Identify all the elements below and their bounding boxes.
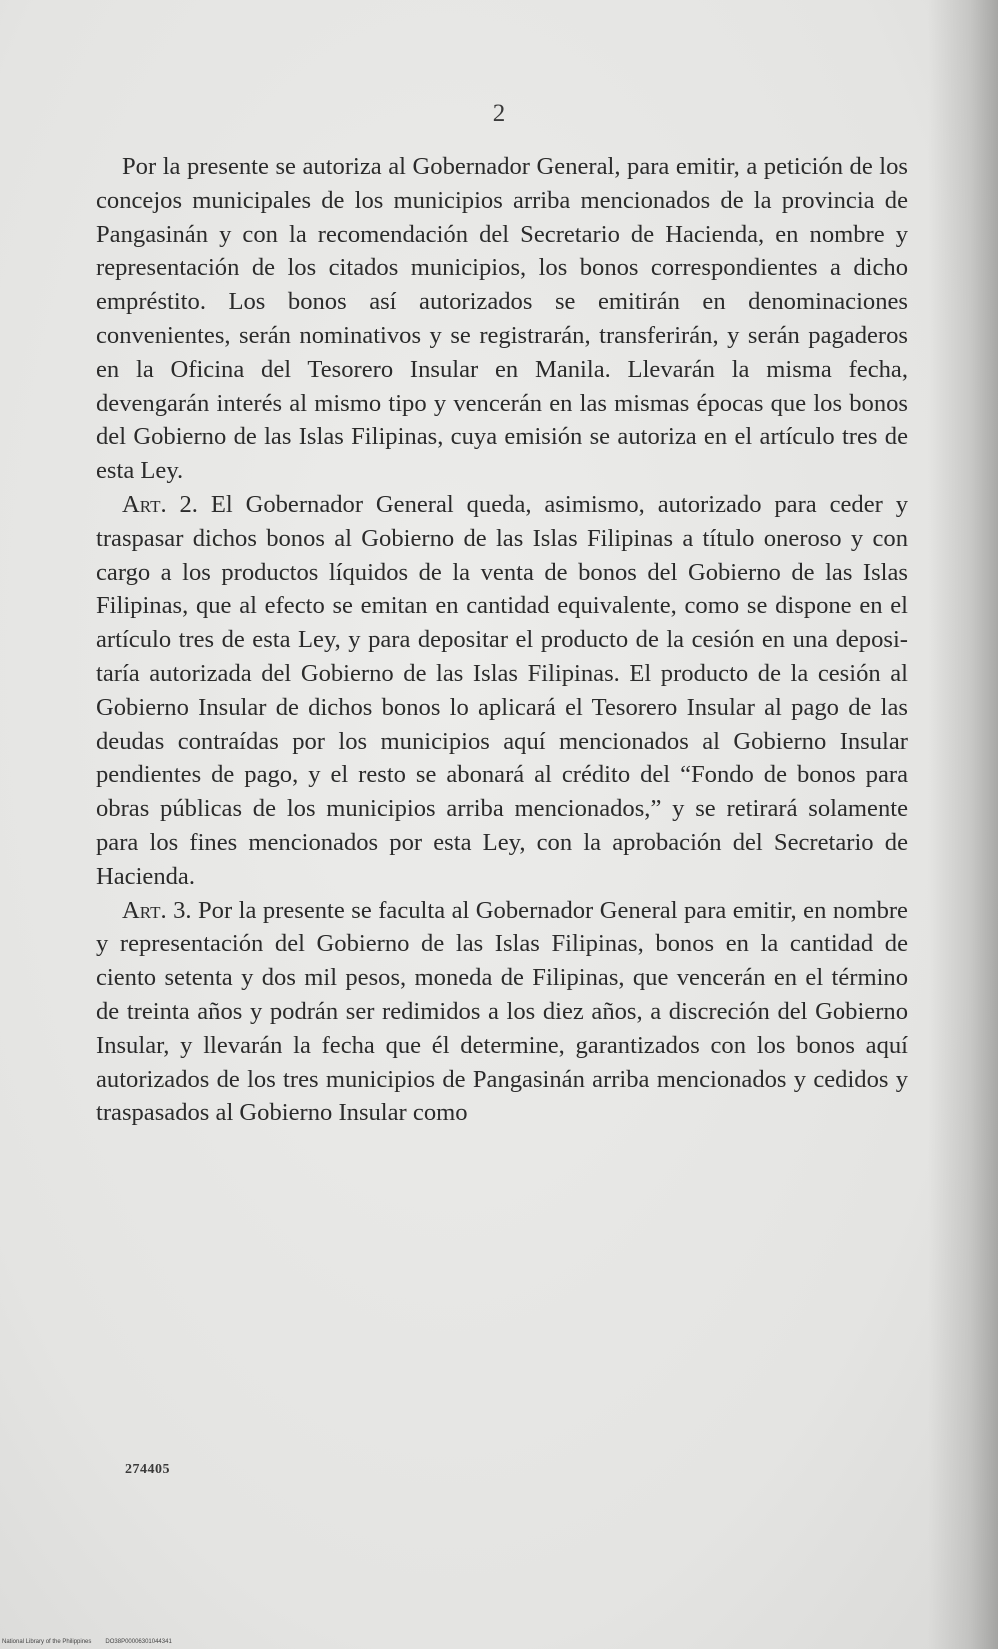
- footer-source: National Library of the Philippines: [2, 1639, 92, 1645]
- article-2-label: Art. 2.: [122, 490, 198, 518]
- article-2-text: El Gobernador General queda, asimismo, autorizado para ceder y traspasar dichos bonos al Gobierno de las Islas Filipinas a título oneroso y con cargo a los productos líquidos de la venta de bonos del Gobierno de las Islas Filipinas, que al efecto se emitan en cantidad equivalente, como se dispone en el artículo tres de esta Ley, y para depositar el producto de la cesión en una depositaría autorizada del Gobierno de las Islas Filipinas. El producto de la cesión al Gobierno Insular de dichos bonos lo aplicará el Tesorero Insular al pago de las deudas contraídas por los municipios aquí mencionados al Gobierno Insular pendientes de pago, y el resto se abonará al crédito del “Fondo de bonos para obras públicas de los municipios arriba mencionados,” y se retirará solamente para los fines mencionados por esta Ley, con la aprobación del Secretario de Hacienda.: [96, 490, 908, 890]
- paragraph-1-text: Por la presente se autoriza al Gobernador General, para emitir, a petición de los concejos municipales de los municipios arriba mencionados de la provincia de Pangasinán y con la recomendación del Secretario de Hacienda, en nombre y representación de los citados municipios, los bonos correspondientes a dicho empréstito. Los bonos así autorizados se emitirán en denominaciones convenientes, serán nominativos y se registrarán, transferirán, y serán pagaderos en la Oficina del Tesorero Insular en Manila. Llevarán la misma fecha, devengarán interés al mismo tipo y vencerán en las mismas épocas que los bonos del Gobierno de las Islas Filipinas, cuya emisión se autoriza en el artículo tres de esta Ley.: [96, 153, 908, 485]
- body-text: [96, 150, 908, 1130]
- article-3-text: Por la presente se faculta al Gobernador General para emitir, en nombre y representación del Gobierno de las Islas Filipinas, bonos en la cantidad de ciento setenta y dos mil pesos, moneda de Filipinas, que vencerán en el término de treinta años y podrán ser redimidos a los diez años, a discreción del Gobierno Insular, y llevarán la fecha que él determine, garantizados con los bonos aquí autorizados de los tres municipios de Pangasinán arriba mencionados y cedidos y traspasados al Gobierno Insular como: [96, 896, 908, 1127]
- print-code: 274405: [125, 1462, 170, 1477]
- article-3-label: Art. 3.: [122, 896, 192, 924]
- article-2: [96, 488, 908, 894]
- page-edge-shadow: [928, 0, 998, 1649]
- scan-footer: [2, 1639, 186, 1645]
- footer-identifier: DO38P00006301044341: [105, 1639, 172, 1645]
- article-3: [96, 894, 908, 1131]
- paragraph-1: [96, 150, 908, 488]
- page-number: 2: [492, 100, 506, 127]
